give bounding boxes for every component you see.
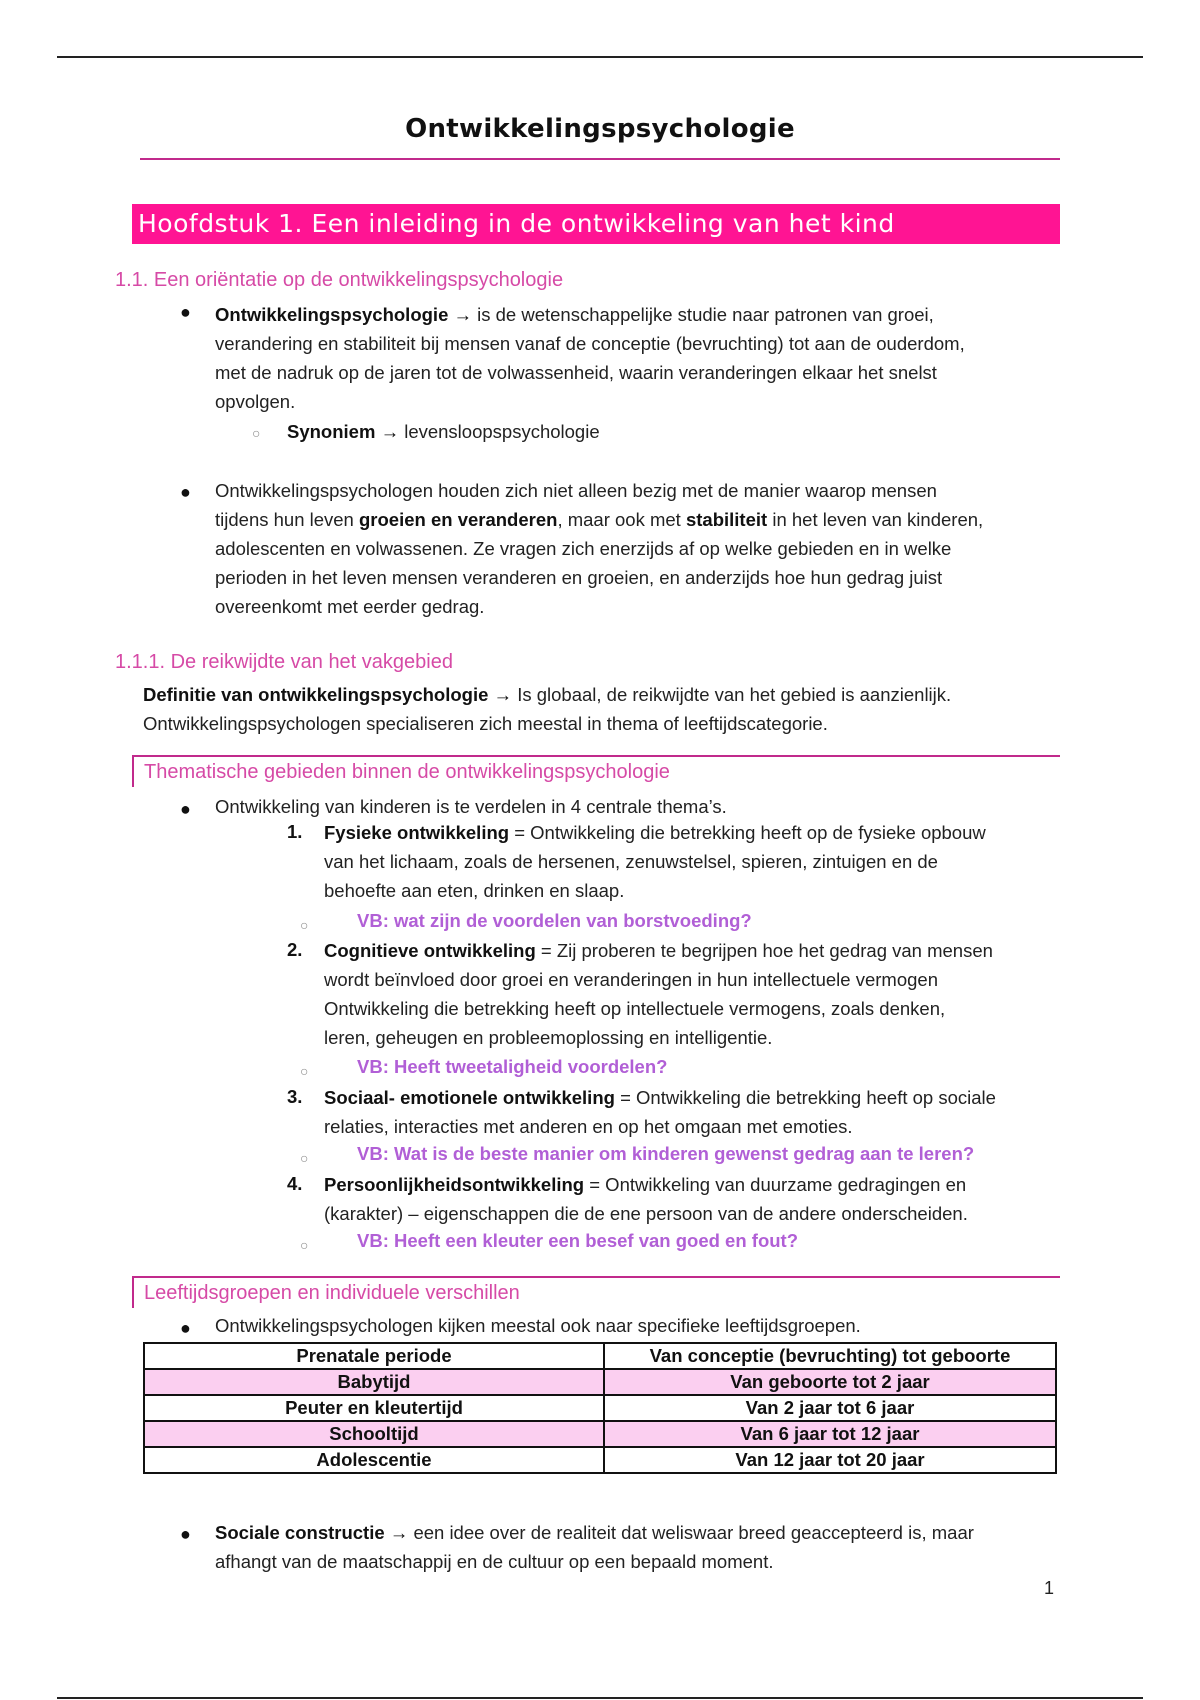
bullet-icon: ●: [180, 1524, 191, 1544]
themes-subheading-box: [132, 755, 1060, 787]
sub-bullet-icon: ○: [300, 917, 309, 933]
table-row: [144, 1343, 1056, 1369]
top-rule: [57, 56, 1143, 58]
chapter-banner: Hoofdstuk 1. Een inleiding in de ontwikkeling van het kind: [132, 204, 1060, 244]
example-question: VB: Heeft tweetaligheid voordelen?: [357, 1056, 668, 1077]
age-groups-table: [143, 1342, 1057, 1474]
title-underline: [140, 158, 1060, 160]
table-row: [144, 1395, 1056, 1421]
bullet-icon: ●: [180, 302, 191, 322]
sub-bullet-icon: ○: [300, 1150, 309, 1166]
paragraph-social-construct: Sociale constructie → een idee over de realiteit dat weliswaar breed geaccepteerd is, maar afhangt van de maatschappij en de cultuur op een bepaald moment.: [215, 1522, 974, 1572]
theme-physical: Fysieke ontwikkeling = Ontwikkeling die betrekking heeft op de fysieke opbouw van het lichaam, zoals de hersenen, zenuwstelsel, spieren, zintuigen en de behoefte aan eten, drinken en slaap.: [324, 822, 986, 901]
theme-number: 1.: [287, 821, 303, 842]
sub-bullet-icon: ○: [300, 1237, 309, 1253]
example-question: VB: Heeft een kleuter een besef van goed en fout?: [357, 1230, 799, 1251]
table-cell: Peuter en kleutertijd: [144, 1395, 604, 1421]
bullet-icon: ●: [180, 482, 191, 502]
ages-intro: Ontwikkelingspsychologen kijken meestal ook naar specifieke leeftijdsgroepen.: [215, 1315, 861, 1336]
themes-intro: Ontwikkeling van kinderen is te verdelen in 4 centrale thema’s.: [215, 796, 727, 817]
paragraph-stability: Ontwikkelingspsychologen houden zich niet alleen bezig met de manier waarop mensen tijdens hun leven groeien en veranderen, maar ook met stabiliteit in het leven van kinderen, adolescenten en volwassenen. Ze vragen zich enerzijds af op welke gebieden en in welke perioden in het leven mensen veranderen en groeien, en anderzijds hoe hun gedrag juist overeenkomt met eerder gedrag.: [215, 480, 984, 617]
theme-number: 2.: [287, 939, 303, 960]
synonym-line: Synoniem → levensloopspsychologie: [287, 421, 600, 442]
themes-heading: Thematische gebieden binnen de ontwikkelingspsychologie: [144, 761, 670, 783]
document-title: Ontwikkelingspsychologie: [405, 114, 795, 144]
table-cell: Babytijd: [144, 1369, 604, 1395]
section-heading-1-1: 1.1. Een oriëntatie op de ontwikkelingspsychologie: [115, 269, 564, 291]
table-cell: Van 6 jaar tot 12 jaar: [604, 1421, 1056, 1447]
theme-social-emotional: Sociaal- emotionele ontwikkeling = Ontwikkeling die betrekking heeft op sociale relaties, interacties met anderen en op het omgaan met emoties.: [324, 1087, 996, 1137]
theme-number: 4.: [287, 1173, 303, 1194]
paragraph-definition: Ontwikkelingspsychologie → is de wetenschappelijke studie naar patronen van groei, verandering en stabiliteit bij mensen vanaf de conceptie (bevruchting) tot aan de ouderdom, met de nadruk op de jaren tot de volwassenheid, waarin veranderingen elkaar het snelst opvolgen.: [215, 304, 965, 412]
table-cell: Van 12 jaar tot 20 jaar: [604, 1447, 1056, 1473]
theme-number: 3.: [287, 1086, 303, 1107]
table-row: [144, 1447, 1056, 1473]
table-row: [144, 1369, 1056, 1395]
example-question: VB: wat zijn de voordelen van borstvoeding?: [357, 910, 752, 931]
bullet-icon: ●: [180, 1318, 191, 1338]
section-heading-1-1-1: 1.1.1. De reikwijdte van het vakgebied: [115, 651, 453, 673]
paragraph-scope: Definitie van ontwikkelingspsychologie → Is globaal, de reikwijdte van het gebied is aanzienlijk. Ontwikkelingspsychologen specialiseren zich meestal in thema of leeftijdscategorie.: [143, 684, 952, 734]
example-question: VB: Wat is de beste manier om kinderen gewenst gedrag aan te leren?: [357, 1143, 975, 1164]
theme-cognitive: Cognitieve ontwikkeling = Zij proberen te begrijpen hoe het gedrag van mensen wordt beïnvloed door groei en veranderingen in hun intellectuele vermogen Ontwikkeling die betrekking heeft op intellectuele vermogens, zoals denken, leren, geheugen en probleemoplossing en intelligentie.: [324, 940, 993, 1048]
bullet-icon: ●: [180, 799, 191, 819]
table-cell: Adolescentie: [144, 1447, 604, 1473]
page-number: 1: [1044, 1578, 1055, 1598]
table-cell: Van geboorte tot 2 jaar: [604, 1369, 1056, 1395]
sub-bullet-icon: ○: [252, 425, 261, 441]
ages-subheading-box: [132, 1276, 1060, 1308]
theme-personality: Persoonlijkheidsontwikkeling = Ontwikkeling van duurzame gedragingen en (karakter) – eigenschappen die de ene persoon van de andere onderscheiden.: [324, 1174, 968, 1224]
table-row: [144, 1421, 1056, 1447]
table-cell: Van 2 jaar tot 6 jaar: [604, 1395, 1056, 1421]
ages-heading: Leeftijdsgroepen en individuele verschillen: [144, 1282, 520, 1304]
table-cell: Van conceptie (bevruchting) tot geboorte: [604, 1343, 1056, 1369]
table-cell: Prenatale periode: [144, 1343, 604, 1369]
table-cell: Schooltijd: [144, 1421, 604, 1447]
sub-bullet-icon: ○: [300, 1063, 309, 1079]
bottom-rule: [57, 1697, 1143, 1699]
